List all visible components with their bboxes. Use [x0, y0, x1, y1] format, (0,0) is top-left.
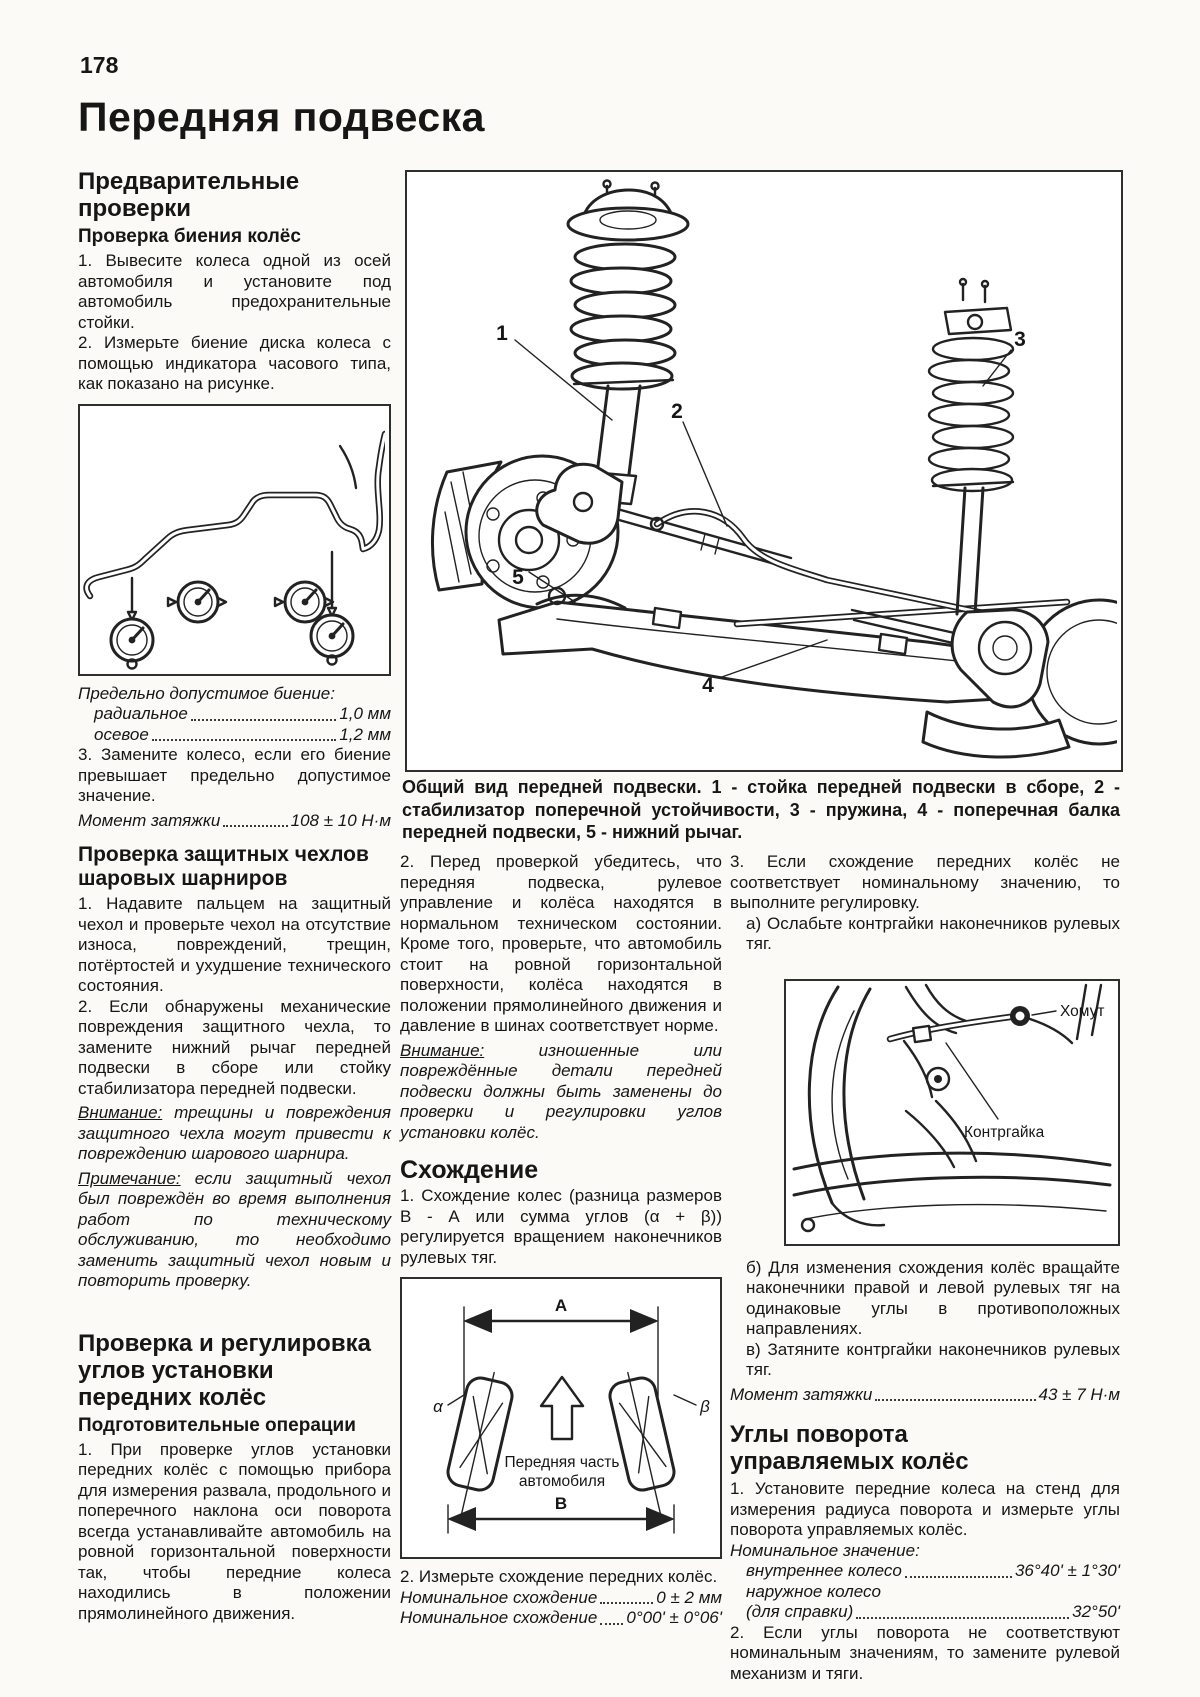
spec-value: 43 ± 7 Н·м [1038, 1384, 1120, 1404]
nominal-value-label: Номинальное значение: [730, 1540, 920, 1560]
boot-warning [78, 1103, 391, 1165]
page-number: 178 [80, 52, 119, 78]
toe-beta-label: β [700, 1397, 710, 1416]
spec-label: Момент затяжки [78, 810, 221, 830]
clamp-label: Хомут [1060, 1002, 1105, 1020]
spec-value: 1,2 мм [339, 724, 391, 744]
outer-wheel-label: наружное колесо [746, 1581, 881, 1601]
spec-label: внутреннее колесо [746, 1561, 902, 1580]
tie-rod-figure [784, 979, 1120, 1246]
angles-step-1: 1. Установите передние колеса на стенд для измерения радиуса поворота и измерьте углы поворота управляемых колёс. [730, 1479, 1120, 1539]
dot-leader [600, 1623, 623, 1625]
spec-label: Номинальное схождение [400, 1608, 598, 1627]
wheel-runout-figure [78, 404, 391, 676]
toe-step-3v: в) Затяните контргайки наконечников рулевых тяг. [746, 1339, 1120, 1379]
middle-column [400, 852, 722, 1629]
spec-label: Момент затяжки [730, 1384, 873, 1404]
page-title: Передняя подвеска [78, 94, 485, 140]
boot-step-1: 1. Надавите пальцем на защитный чехол и проверьте чехол на отсутствие износа, повреждений, трещин, потёртостей и ухудшение технического состояния. [78, 894, 391, 995]
spec-value: 0 ± 2 мм [656, 1587, 722, 1607]
runout-limits-label: Предельно допустимое биение: [78, 683, 335, 703]
dot-leader [875, 1399, 1035, 1401]
spec-label: радиальное [94, 704, 188, 723]
toe-dim-b-label: В [554, 1494, 568, 1513]
note-text: если защитный чехол был повреждён во время выполнения работ по техническому обслуживанию, то необходимо заменить защитный чехол новым и повторить проверку. [78, 1168, 391, 1290]
dot-leader [856, 1617, 1069, 1619]
main-figure-caption: Общий вид передней подвески. 1 - стойка передней подвески в сборе, 2 - стабилизатор поперечной устойчивости, 3 - пружина, 4 - поперечная балка передней подвески, 5 - нижний рычаг. [402, 777, 1120, 842]
spec-row-torque-tierod [730, 1385, 1120, 1406]
heading-toe: Схождение [400, 1156, 539, 1184]
left-column [78, 168, 391, 1624]
suspension-diagram [407, 172, 1117, 766]
heading-steering-angles: Углы поворота управляемых колёс [730, 1421, 969, 1475]
angles-step-2: 2. Если углы поворота не соответствуют номинальным значениям, то замените рулевой механизм и тяги. [730, 1622, 1120, 1683]
toe-diagram [402, 1279, 716, 1553]
locknut-label: Контргайка [964, 1123, 1045, 1141]
toe-step-1: 1. Схождение колес (разница размеров В - А или сумма углов (α + β)) регулируется вращением наконечников рулевых тяг. [400, 1186, 722, 1267]
spec-label: осевое [94, 724, 149, 744]
suspension-overview-figure [405, 170, 1123, 772]
toe-step-3a: а) Ослабьте контргайки наконечников рулевых тяг. [746, 913, 1120, 953]
spec-row-torque-hub [78, 811, 391, 832]
callout-1: 1 [496, 322, 508, 345]
dot-leader [152, 739, 337, 741]
spec-label: (для справки) [746, 1602, 854, 1621]
callout-4: 4 [702, 674, 714, 697]
heading-wheel-runout-check: Проверка биения колёс [78, 226, 301, 247]
spec-value: 1,0 мм [339, 704, 391, 723]
note-label: Примечание: [78, 1168, 181, 1188]
warning-text: трещины и повреждения защитного чехла могут привести к повреждению шарового шарнира. [78, 1103, 391, 1163]
callout-5: 5 [512, 566, 524, 589]
toe-step-3b: б) Для изменения схождения колёс вращайте наконечники правой и левой рулевых тяг на одинаковые углы в противоположных направлениях. [746, 1257, 1120, 1338]
runout-step-2: 2. Измерьте биение диска колеса с помощью индикатора часового типа, как показано на рисунке. [78, 333, 391, 393]
tie-rod-diagram [786, 981, 1114, 1240]
boot-note [78, 1169, 391, 1292]
warning-text: изношенные или повреждённые детали передней подвески должны быть заменены до проверки и регулировки углов установки колёс. [400, 1040, 722, 1142]
alignment-warning [400, 1041, 722, 1144]
heading-prep-operations: Подготовительные операции [78, 1414, 356, 1436]
front-of-car-label-1: Передняя часть [504, 1454, 620, 1471]
dot-leader [905, 1576, 1012, 1578]
toe-alpha-label: α [433, 1397, 443, 1416]
callout-3: 3 [1014, 328, 1026, 351]
spec-row-inner-wheel [730, 1561, 1120, 1582]
front-of-car-label-2: автомобиля [518, 1473, 606, 1490]
spec-row-toe-mm [400, 1588, 722, 1609]
spec-row-toe-deg [400, 1608, 722, 1629]
runout-step-1: 1. Вывесите колеса одной из осей автомобиля и установите под автомобиль предохранительные стойки. [78, 251, 391, 332]
spec-row-outer-wheel [730, 1602, 1120, 1623]
dot-leader [191, 719, 337, 721]
spec-row-axial [78, 725, 391, 746]
heading-alignment-check: Проверка и регулировка углов установки передних колёс [78, 1329, 371, 1411]
toe-dim-a-label: А [554, 1296, 568, 1315]
callout-2: 2 [671, 400, 683, 423]
spec-value: 32°50' [1072, 1602, 1120, 1621]
prep-step-1: 1. При проверке углов установки передних колёс с помощью прибора для измерения развала, продольного и поперечного наклона оси поворота всегда устанавливайте автомобиль на ровной горизонтальной поверхности так, чтобы передние колеса находились в положении прямолинейного движения. [78, 1439, 391, 1623]
toe-figure [400, 1277, 722, 1559]
spec-label: Номинальное схождение [400, 1587, 598, 1607]
precheck-step-2: 2. Перед проверкой убедитесь, что передняя подвеска, рулевое управление и колёса находятся в нормальном техническом состоянии. Кроме того, проверьте, что автомобиль стоит на ровной горизонтальной поверхности, колёса находятся в положении прямолинейного движения и давление в шинах соответствует норме. [400, 852, 722, 1035]
right-column [730, 852, 1120, 1684]
warning-label: Внимание: [78, 1103, 163, 1122]
runout-diagram [80, 406, 385, 670]
boot-step-2: 2. Если обнаружены механические повреждения защитного чехла, то замените нижний рычаг передней подвески в сборе или стойку стабилизатора передней подвески. [78, 996, 391, 1098]
heading-boot-check: Проверка защитных чехлов шаровых шарниров [78, 843, 369, 890]
heading-preliminary-checks: Предварительные проверки [78, 168, 300, 222]
toe-step-3: 3. Если схождение передних колёс не соответствует номинальному значению, то выполните регулировку. [730, 852, 1120, 912]
toe-step-2: 2. Измерьте схождение передних колёс. [400, 1567, 718, 1586]
dot-leader [223, 825, 287, 827]
spec-value: 0°00' ± 0°06' [626, 1608, 722, 1627]
warning-label: Внимание: [400, 1040, 485, 1060]
spec-value: 108 ± 10 Н·м [290, 810, 391, 830]
spec-row-radial [78, 704, 391, 725]
runout-step-3: 3. Замените колесо, если его биение превышает предельно допустимое значение. [78, 745, 391, 805]
dot-leader [600, 1602, 653, 1604]
spec-value: 36°40' ± 1°30' [1014, 1561, 1120, 1580]
